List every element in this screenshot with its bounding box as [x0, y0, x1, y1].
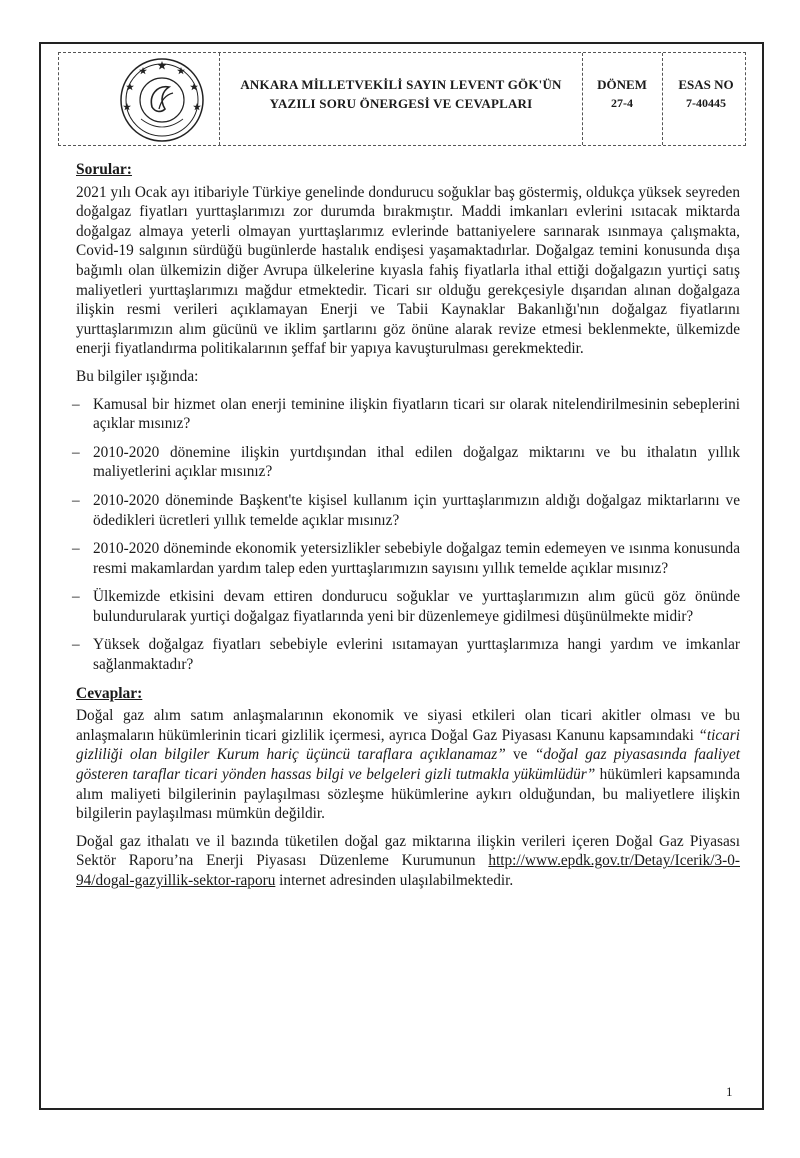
ministry-seal-icon — [119, 57, 205, 143]
donem-label: DÖNEM — [597, 77, 647, 92]
cevap-text: Doğal gaz alım satım anlaşmalarının ekonomik ve siyasi etkileri olan ticari akitler olması ve bu anlaşmaların hükümlerinin ticari gizlilik içermesi, ayrıca Doğal Gaz Piyasası Kanunu kapsamındaki — [76, 707, 740, 744]
question-item: – Yüksek doğalgaz fiyatları sebebiyle evlerini ısıtamayan yurttaşlarımıza hangi yardım ve imkanlar sağlanmaktadır? — [76, 635, 740, 674]
question-item: – 2010-2020 döneminde ekonomik yetersizlikler sebebiyle doğalgaz temin edemeyen ve ısınma konusunda resmi makamlardan yardım talep eden yurttaşlarımızın sayısını yıllık temelde açıklar mısınız? — [76, 539, 740, 578]
question-item: – Ülkemizde etkisini devam ettiren dondurucu soğuklar ve yurttaşlarımızın alım gücü göz önünde bulundurularak yurtiçi doğalgaz fiyatlarında yeni bir düzenlemeye gidilmesi düşünülmekte midir? — [76, 587, 740, 626]
question-list — [76, 395, 740, 675]
sorular-intro: 2021 yılı Ocak ayı itibariyle Türkiye genelinde dondurucu soğuklar baş göstermiş, oldukça yüksek seyreden doğalgaz fiyatları yurttaşlarımızı zor durumda bırakmıştır. Maddi imkanları evlerini ısıtacak miktarda doğalgaz almaya yeterli olmayan yurttaşlarımız evlerinde battaniyelere sarınarak ısınmaya çalışmakta, Covid-19 salgının sürdüğü bugünlerde hastalık endişesi yaşamaktadırlar. Doğalgaz temini konusunda dışa bağımlı olan ülkemizin diğer Avrupa ülkelerine kıyasla fahiş fiyatlarla ithal ettiği doğalgazın yurtiçi satış maliyetleri yurttaşlarımızı mağdur etmektedir. Ticari sır olduğu gerekçesiyle dışarıdan alınan doğalgaza ilişkin resmi verileri açıklamayan Enerji ve Tabii Kaynaklar Bakanlığı'nın doğalgaz fiyatlarını yurttaşlarımızın alım gücünü ve iklim şartlarını göz önüne alarak revize etmesi beklenmekte, ülkemizde enerji fiyatlandırma politikalarının şeffaf bir yapıya kavuşturulması gerekmektedir. — [76, 183, 740, 358]
cevaplar-heading: Cevaplar: — [76, 684, 143, 702]
donem-cell — [589, 75, 655, 113]
header-divider — [219, 53, 220, 145]
header-title-line2: YAZILI SORU ÖNERGESİ VE CEVAPLARI — [269, 96, 533, 111]
document-body — [76, 160, 740, 899]
header-title-line1: ANKARA MİLLETVEKİLİ SAYIN LEVENT GÖK'ÜN — [240, 77, 562, 92]
cevap-text: Doğal gaz ithalatı ve il bazında tüketilen doğal gaz miktarına ilişkin verileri içeren Doğal Gaz Piyasası Sektör Raporu’na Enerji Piyasası Düzenleme Kurumunun — [76, 832, 740, 870]
esas-no-cell — [667, 75, 745, 113]
cevap-paragraph-1 — [76, 706, 740, 824]
cevap-text: internet adresinden ulaşılabilmektedir. — [275, 872, 514, 889]
page-number: 1 — [726, 1084, 733, 1099]
header-divider — [662, 53, 663, 145]
esas-no-label: ESAS NO — [678, 77, 734, 92]
sorular-heading: Sorular: — [76, 161, 132, 178]
question-item: – 2010-2020 döneminde Başkent'te kişisel kullanım için yurttaşlarımızın aldığı doğalgaz miktarlarını ve ödedikleri ücretleri yıllık temelde açıklar mısınız? — [76, 491, 740, 530]
donem-value: 27-4 — [611, 96, 633, 110]
cevap-paragraph-2 — [76, 832, 740, 891]
header-title — [236, 75, 566, 113]
header-divider — [582, 53, 583, 145]
document-header — [58, 52, 746, 146]
question-item: – 2010-2020 dönemine ilişkin yurtdışından ithal edilen doğalgaz miktarını ve bu ithalatın yıllık maliyetlerini açıklar mısınız? — [76, 443, 740, 482]
cevap-text: hükümleri kapsamında alım maliyeti bilgilerinin paylaşılması sözleşme hükümlerine aykırı olduğundan, bu maliyetlere ilişkin bilgilerin paylaşılması mümkün değildir. — [76, 766, 740, 823]
esas-no-value: 7-40445 — [686, 96, 726, 110]
law-quote: “doğal gaz piyasasında faaliyet gösteren taraflar ticari yönden hassas bilgi ve belgeleri gizli tutmakla yükümlüdür” — [76, 746, 740, 784]
question-item: – Kamusal bir hizmet olan enerji teminine ilişkin fiyatların ticari sır olarak nitelendirilmesinin sebeplerini açıklar mısınız? — [76, 395, 740, 434]
sorular-lead: Bu bilgiler ışığında: — [76, 367, 199, 385]
cevap-text: ve — [505, 746, 535, 764]
epdk-report-link[interactable]: http://www.epdk.gov.tr/Detay/Icerik/3-0-94/dogal-gazyillik-sektor-raporu — [76, 852, 740, 889]
law-quote: “ticari gizliliği olan bilgiler Kurum hariç üçüncü taraflara açıklanamaz” — [76, 726, 740, 764]
